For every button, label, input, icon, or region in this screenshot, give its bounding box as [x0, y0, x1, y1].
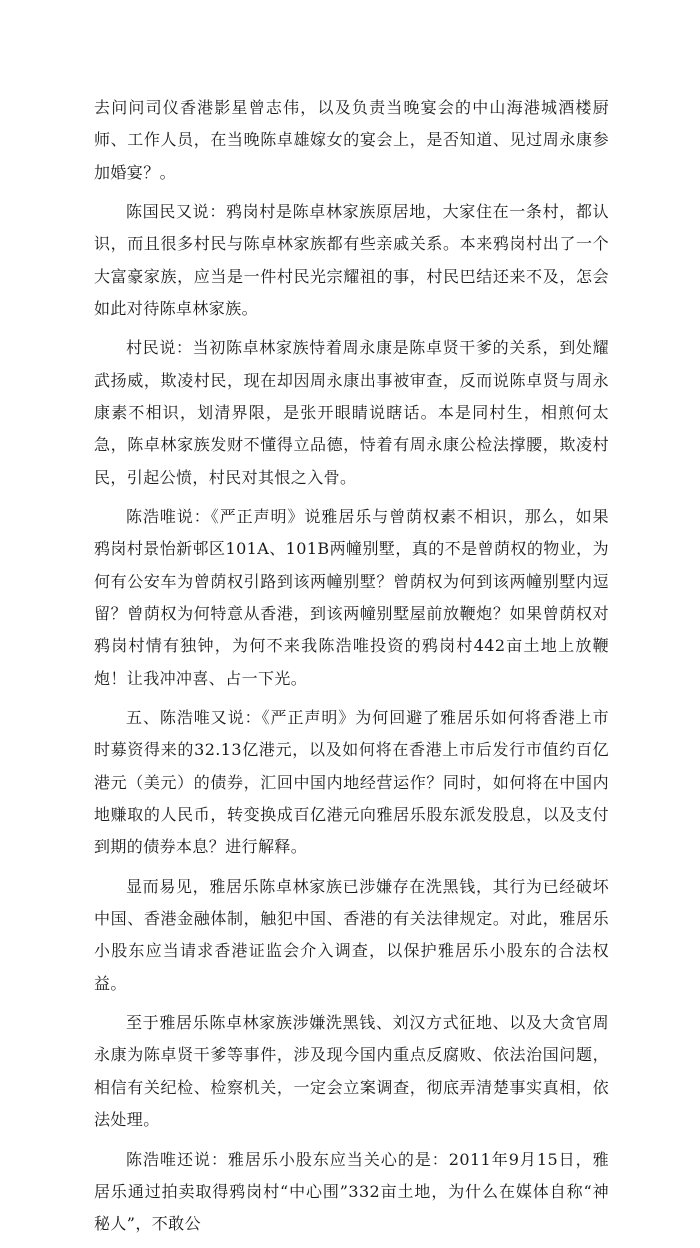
paragraph-chen-haowei-statement: 陈浩唯说：《严正声明》说雅居乐与曾荫权素不相识，那么，如果鸦岗村景怡新邨区101A、101B两幢别墅，真的不是曾荫权的物业，为何有公安车为曾荫权引路到该两幢别墅？曾荫权为何到该两幢别墅内逗留？曾荫权为何特意从香港，到该两幢别墅屋前放鞭炮？如果曾荫权对鸦岗村情有独钟，为何不来我陈浩唯投资的鸦岗村442亩土地上放鞭炮！让我冲冲喜、占一下光。 [94, 507, 609, 688]
paragraph-continuation: 去问问司仪香港影星曾志伟，以及负责当晚宴会的中山海港城酒楼厨师、工作人员，在当晚陈卓雄嫁女的宴会上，是否知道、见过周永康参加婚宴？。 [94, 98, 609, 182]
document-body [94, 92, 609, 1248]
paragraph-shareholders: 陈浩唯还说：雅居乐小股东应当关心的是：2011年9月15日，雅居乐通过拍卖取得鸦岗村“中心围”332亩土地，为什么在媒体自称“神秘人”，不敢公 [94, 1149, 609, 1234]
paragraph-money-laundering: 显而易见，雅居乐陈卓林家族已涉嫌存在洗黑钱，其行为已经破坏中国、香港金融体制，触犯中国、香港的有关法律规定。对此，雅居乐小股东应当请求香港证监会介入调查，以保护雅居乐小股东的合法权益。 [94, 876, 609, 993]
paragraph-chen-guomin: 陈国民又说：鸦岗村是陈卓林家族原居地，大家住在一条村，都认识，而且很多村民与陈卓林家族都有些亲戚关系。本来鸦岗村出了一个大富豪家族，应当是一件村民光宗耀祖的事，村民巴结还来不及，怎会如此对待陈卓林家族。 [94, 202, 609, 318]
paragraph-villagers: 村民说：当初陈卓林家族恃着周永康是陈卓贤干爹的关系，到处耀武扬威，欺凌村民，现在却因周永康出事被审查，反而说陈卓贤与周永康素不相识，划清界限，是张开眼睛说瞎话。本是同村生，相煎何太急，陈卓林家族发财不懂得立品德，恃着有周永康公检法撑腰，欺凌村民，引起公愤，村民对其恨之入骨。 [94, 338, 609, 487]
paragraph-investigation: 至于雅居乐陈卓林家族涉嫌洗黑钱、刘汉方式征地、以及大贪官周永康为陈卓贤干爹等事件，涉及现今国内重点反腐败、依法治国问题，相信有关纪检、检察机关，一定会立案调查，彻底弄清楚事实真相，依法处理。 [94, 1013, 609, 1130]
paragraph-section-five: 五、陈浩唯又说：《严正声明》为何回避了雅居乐如何将香港上市时募资得来的32.13亿港元，以及如何将在香港上市后发行市值约百亿港元（美元）的债券，汇回中国内地经营运作？同时，如何将在中国内地赚取的人民币，转变换成百亿港元向雅居乐股东派发股息，以及支付到期的债券本息？进行解释。 [94, 708, 609, 857]
